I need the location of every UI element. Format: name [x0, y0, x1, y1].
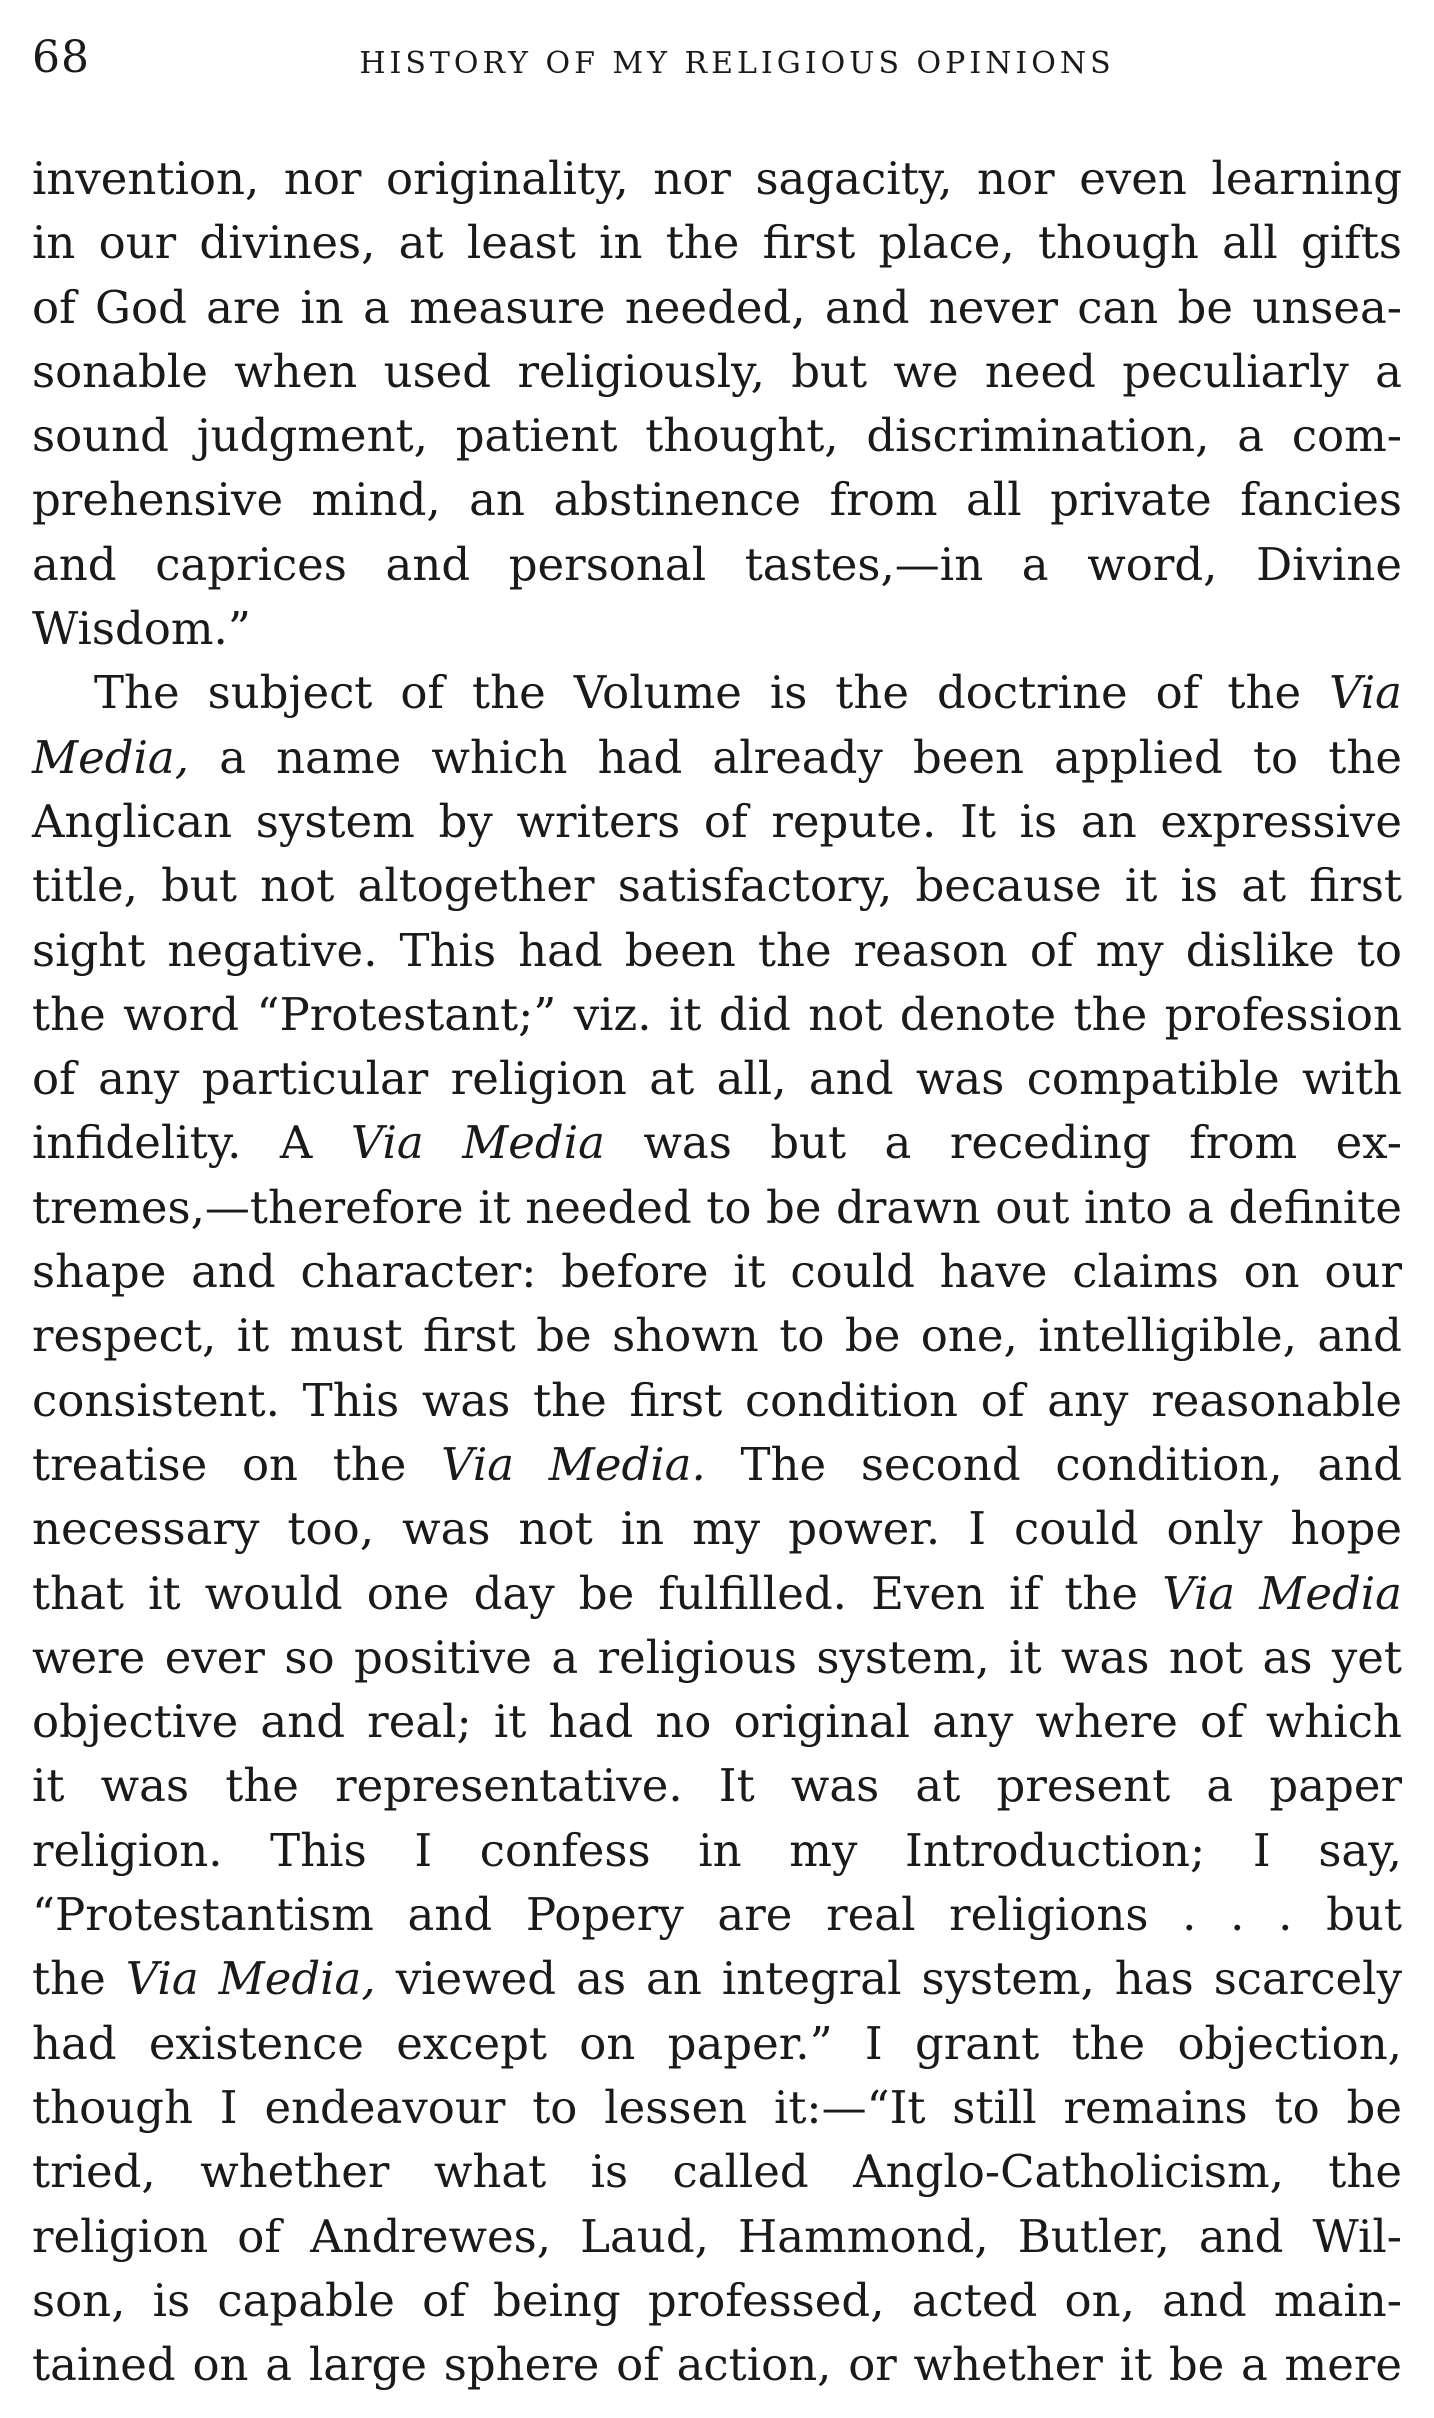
text-line [32, 211, 1402, 275]
text-run: tremes,—therefore it needed to be drawn out into a definite [32, 1180, 1402, 1234]
text-line [32, 1690, 1402, 1754]
page-header [32, 32, 1402, 122]
text-run: sight negative. This had been the reason of my dislike to [32, 923, 1402, 977]
text-run: Anglican system by writers of repute. It is an expressive [32, 794, 1402, 848]
text-line [32, 1562, 1402, 1626]
italic-text: Media, [32, 730, 190, 784]
text-line [32, 1626, 1402, 1690]
text-run: that it would one day be fulfilled. Even if the [32, 1566, 1163, 1620]
text-run: treatise on the [32, 1437, 442, 1491]
text-line [32, 983, 1402, 1047]
text-run: sound judgment, patient thought, discrimination, a com- [32, 409, 1402, 463]
text-line [32, 1947, 1402, 2011]
text-line [32, 2012, 1402, 2076]
text-run: it was the representative. It was at present a paper [32, 1759, 1402, 1813]
text-line [32, 1047, 1402, 1111]
text-run: was but a receding from ex- [604, 1116, 1403, 1170]
text-line [32, 1176, 1402, 1240]
text-run: of any particular religion at all, and was compatible with [32, 1052, 1402, 1106]
text-line [32, 597, 1402, 661]
text-line [32, 1369, 1402, 1433]
text-line [32, 790, 1402, 854]
text-line [32, 468, 1402, 532]
text-run: and caprices and personal tastes,—in a word, Divine [32, 537, 1402, 591]
text-line [32, 2140, 1402, 2204]
text-run: “Protestantism and Popery are real religions . . . but [32, 1888, 1402, 1942]
body-text [32, 147, 1402, 2397]
text-run: religion of Andrewes, Laud, Hammond, Butler, and Wil- [32, 2209, 1402, 2263]
text-run: son, is capable of being professed, acted on, and main- [32, 2273, 1402, 2327]
text-line [32, 1433, 1402, 1497]
text-run: a name which had already been applied to the [189, 730, 1402, 784]
text-run: objective and real; it had no original any where of which [32, 1695, 1402, 1749]
text-line [32, 147, 1402, 211]
text-run: the [32, 1952, 126, 2006]
text-line [32, 1111, 1402, 1175]
text-line [32, 340, 1402, 404]
text-run: The subject of the Volume is the doctrine of the [94, 666, 1330, 720]
text-run: consistent. This was the first condition of any reasonable [32, 1373, 1402, 1427]
text-run: Wisdom.” [32, 602, 251, 656]
running-head: HISTORY OF MY RELIGIOUS OPINIONS [359, 46, 1115, 81]
text-run: sonable when used religiously, but we need peculiarly a [32, 344, 1402, 398]
text-run: respect, it must first be shown to be one, intelligible, and [32, 1309, 1402, 1363]
text-run: of God are in a measure needed, and never can be unsea- [32, 280, 1402, 334]
text-line [32, 1883, 1402, 1947]
text-line [32, 533, 1402, 597]
text-line [32, 2205, 1402, 2269]
text-line [32, 1819, 1402, 1883]
italic-text: Via Media [350, 1116, 605, 1170]
text-line [32, 1754, 1402, 1818]
book-page [32, 32, 1402, 2392]
text-line [32, 854, 1402, 918]
text-run: had existence except on paper.” I grant the objection, [32, 2016, 1402, 2070]
text-run: prehensive mind, an abstinence from all private fancies [32, 473, 1402, 527]
text-line [32, 2269, 1402, 2333]
text-line [32, 2076, 1402, 2140]
text-run: the word “Protestant;” viz. it did not denote the profession [32, 987, 1402, 1041]
text-run: The second condition, and [705, 1437, 1402, 1491]
text-line [32, 726, 1402, 790]
text-run: tried, whether what is called Anglo-Catholicism, the [32, 2145, 1402, 2199]
text-run: necessary too, was not in my power. I could only hope [32, 1502, 1402, 1556]
text-line [32, 2333, 1402, 2397]
text-run: viewed as an integral system, has scarcely [375, 1952, 1402, 2006]
text-run: though I endeavour to lessen it:—“It still remains to be [32, 2080, 1402, 2134]
italic-text: Via Media [1162, 1566, 1403, 1620]
italic-text: Via [1329, 666, 1402, 720]
text-run: tained on a large sphere of action, or whether it be a mere [32, 2338, 1402, 2392]
text-run: infidelity. A [32, 1116, 351, 1170]
text-line [32, 661, 1402, 725]
text-line [32, 1240, 1402, 1304]
text-run: in our divines, at least in the first place, though all gifts [32, 216, 1402, 270]
page-number: 68 [32, 32, 90, 83]
text-run: invention, nor originality, nor sagacity, nor even learning [32, 152, 1402, 205]
text-line [32, 404, 1402, 468]
text-run: religion. This I confess in my Introduction; I say, [32, 1823, 1402, 1877]
text-line [32, 276, 1402, 340]
text-run: were ever so positive a religious system, it was not as yet [32, 1630, 1402, 1684]
italic-text: Via Media. [441, 1437, 706, 1491]
text-run: title, but not altogether satisfactory, because it is at first [32, 859, 1402, 913]
text-run: shape and character: before it could have claims on our [32, 1245, 1402, 1299]
italic-text: Via Media, [125, 1952, 376, 2006]
text-line [32, 1304, 1402, 1368]
text-line [32, 1497, 1402, 1561]
text-line [32, 919, 1402, 983]
